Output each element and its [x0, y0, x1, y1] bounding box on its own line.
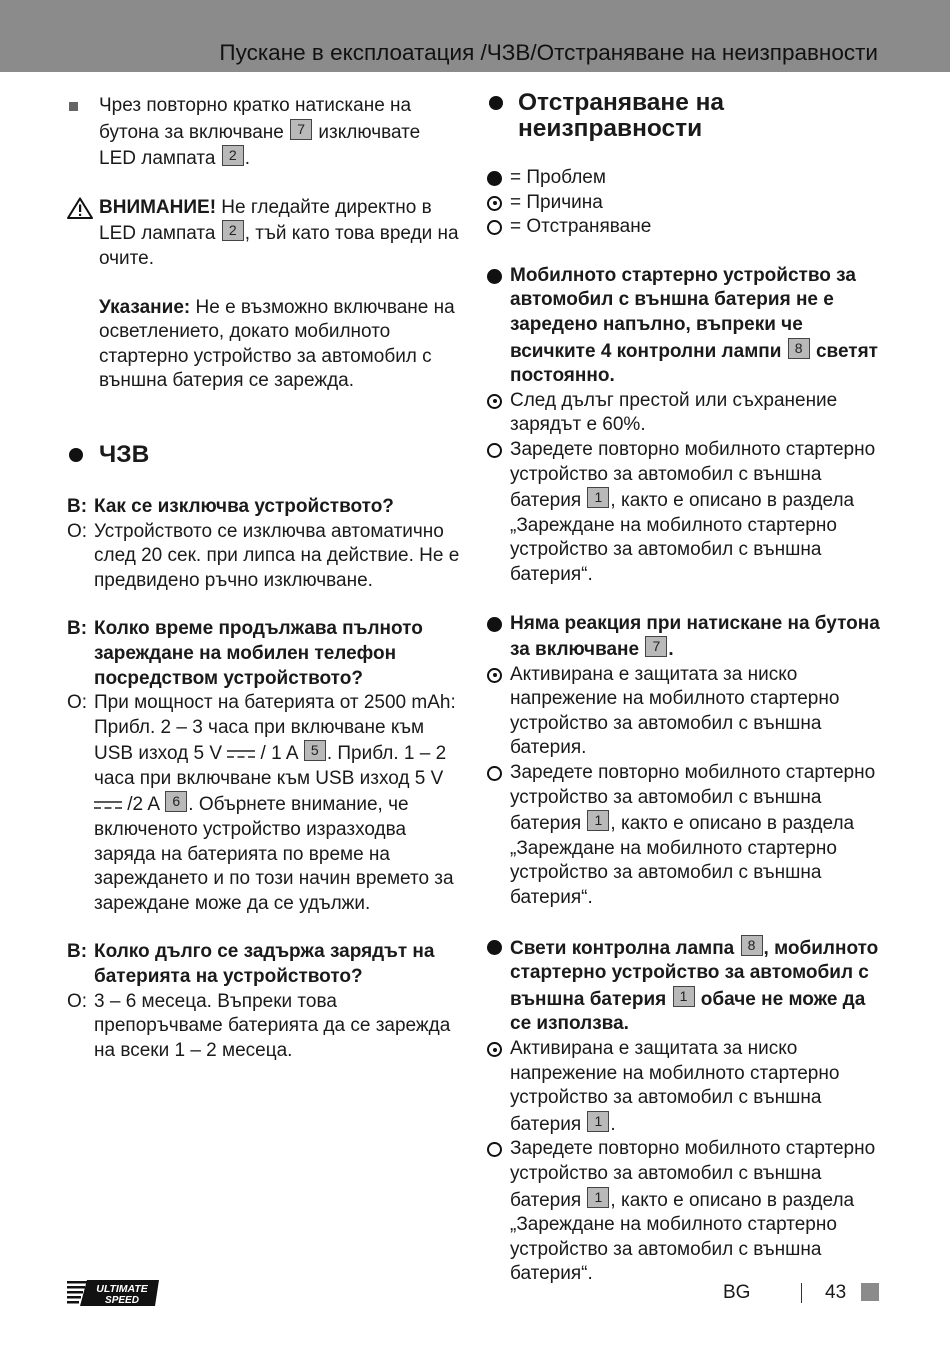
- svg-text:ULTIMATE: ULTIMATE: [96, 1283, 148, 1295]
- right-column: [487, 90, 887, 1287]
- ref-badge: 8: [788, 338, 810, 359]
- ref-badge: 1: [587, 810, 609, 831]
- header-title: Пускане в експлоатация /ЧЗВ/Отстраняване на неизправности: [219, 40, 878, 65]
- faq-answer-2: О: При мощност на батерията от 2500 mAh: Прибл. 2 – 3 часа при включване към USB изход 5 V / 1 A 5 . Прибл. 1 – 2 часа при включване към USB изход 5 V /2 A 6 . Обърнете внимание, че включеното устройство изразходва заряда на батерията по време на зареждането и по този начин времето за зареждане може да се удължи.: [67, 692, 456, 914]
- footer-divider: [801, 1283, 802, 1303]
- direct-current-icon: [94, 799, 122, 811]
- page-header: [0, 0, 950, 72]
- legend-cause: = Причина: [487, 191, 887, 216]
- cause-icon: [487, 196, 502, 211]
- problem-icon: [487, 171, 502, 186]
- ref-badge: 6: [165, 791, 187, 812]
- faq-question-2: В: Колко време продължава пълното зареждане на мобилен телефон посредством устройството?: [67, 618, 423, 689]
- ref-badge: 1: [587, 1111, 609, 1132]
- warning-block: ВНИМАНИЕ! Не гледайте директно в LED лампата 2 , тъй като това вреди на очите.: [67, 196, 462, 272]
- problem-3: Свети контролна лампа 8 , мобилното стартерно устройство за автомобил с външна батерия 1 обаче не може да се използва.: [487, 935, 887, 1037]
- ref-badge: 2: [222, 220, 244, 241]
- ref-badge: 7: [290, 119, 312, 140]
- fix-icon: [487, 443, 502, 458]
- ref-badge: 1: [587, 1187, 609, 1208]
- footer-square-marker: [861, 1283, 879, 1301]
- fix-2: Заредете повторно мобилното стартерно устройство за автомобил с външна батерия 1 , както е описано в раздела „Зареждане на мобилното стартерно устройство за автомобил с външна батерия“.: [487, 761, 887, 911]
- legend-fix: = Отстраняване: [487, 215, 887, 240]
- ref-badge: 5: [304, 740, 326, 761]
- fix-icon: [487, 1142, 502, 1157]
- problem-1: Мобилното стартерно устройство за автомобил с външна батерия не е заредено напълно, въпреки че всичките 4 контролни лампи 8 светят постоянно.: [487, 264, 887, 389]
- problem-2: Няма реакция при натискане на бутона за включване 7 .: [487, 612, 887, 663]
- page-number: 43: [825, 1282, 847, 1303]
- fix-1: Заредете повторно мобилното стартерно устройство за автомобил с външна батерия 1 , както е описано в раздела „Зареждане на мобилното стартерно устройство за автомобил с външна батерия“.: [487, 438, 887, 588]
- square-bullet-icon: [69, 102, 78, 111]
- legend: [487, 166, 887, 240]
- svg-text:SPEED: SPEED: [105, 1295, 139, 1306]
- faq-heading: ЧЗВ: [67, 442, 462, 468]
- faq-answer-3: О: 3 – 6 месеца. Въпреки това препоръчваме батерията да се зарежда на всеки 1 – 2 месеца.: [67, 990, 451, 1061]
- ref-badge: 8: [741, 935, 763, 956]
- fix-3: Заредете повторно мобилното стартерно устройство за автомобил с външна батерия 1 , както е описано в раздела „Зареждане на мобилното стартерно устройство за автомобил с външна батерия“.: [487, 1137, 887, 1287]
- cause-icon: [487, 668, 502, 683]
- ultimate-speed-logo: [67, 1278, 159, 1308]
- direct-current-icon: [227, 748, 255, 760]
- problem-icon: [487, 617, 502, 632]
- cause-3: Активирана е защитата за ниско напрежение на мобилното стартерно устройство за автомобил с външна батерия 1 .: [487, 1037, 887, 1137]
- note-block: Указание: Не е възможно включване на осветлението, докато мобилното стартерно устройство за автомобил с външна батерия се зарежда.: [99, 296, 455, 392]
- language-code: BG: [723, 1282, 751, 1303]
- ref-badge: 1: [587, 487, 609, 508]
- ref-badge: 1: [673, 986, 695, 1007]
- problem-icon: [487, 269, 502, 284]
- bullet-dot-icon: [69, 448, 83, 462]
- legend-problem: = Проблем: [487, 166, 887, 191]
- warning-triangle-icon: [67, 197, 93, 219]
- faq-question-1: В: Как се изключва устройството?: [67, 495, 394, 517]
- cause-icon: [487, 1042, 502, 1057]
- cause-2: Активирана е защитата за ниско напрежение на мобилното стартерно устройство за автомобил с външна батерия.: [487, 663, 887, 761]
- ref-badge: 7: [645, 636, 667, 657]
- fix-icon: [487, 766, 502, 781]
- faq-answer-1: О: Устройството се изключва автоматично след 20 сек. при липса на действие. Не е предвидено ръчно изключване.: [67, 520, 460, 591]
- note-label: Указание:: [99, 296, 191, 318]
- switch-off-instruction: Чрез повторно кратко натискане на бутона за включване 7 изключвате LED лампата 2 .: [67, 94, 462, 172]
- ref-badge: 2: [222, 145, 244, 166]
- bullet-dot-icon: [489, 96, 503, 110]
- cause-1: След дълъг престой или съхранение зарядът е 60%.: [487, 389, 887, 438]
- left-column: [67, 94, 462, 1063]
- fix-icon: [487, 220, 502, 235]
- warning-label: ВНИМАНИЕ!: [99, 196, 217, 218]
- faq-question-3: В: Колко дълго се задържа зарядът на батерията на устройството?: [67, 941, 435, 988]
- troubleshooting-heading: Отстраняване на неизправности: [487, 90, 887, 142]
- cause-icon: [487, 394, 502, 409]
- problem-icon: [487, 940, 502, 955]
